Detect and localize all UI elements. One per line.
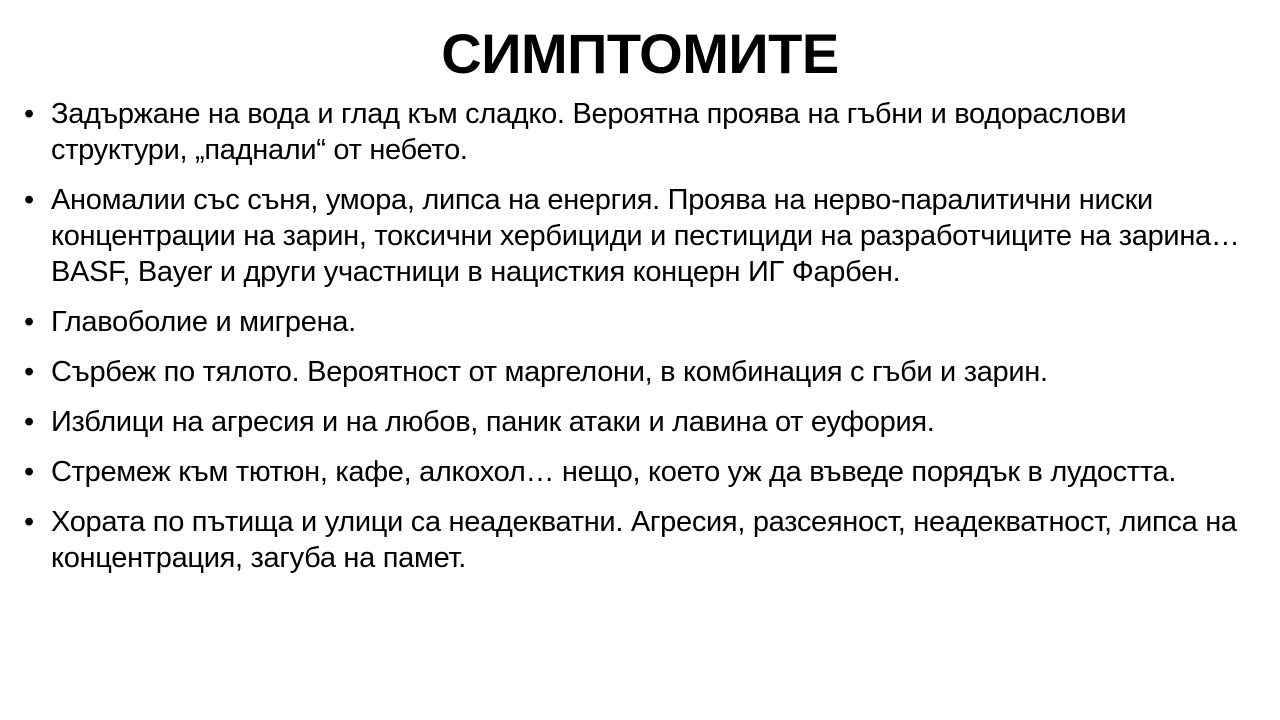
- bullet-item: [22, 404, 1262, 440]
- bullet-item: [22, 354, 1262, 390]
- bullet-item: [22, 304, 1262, 340]
- bullet-icon: •: [24, 356, 34, 388]
- bullet-text: Задържане на вода и глад към сладко. Вероятна проява на гъбни и водораслови структури, „паднали“ от небето.: [51, 98, 1127, 166]
- bullet-icon: •: [24, 306, 34, 338]
- bullet-icon: •: [24, 406, 34, 438]
- bullet-icon: •: [24, 456, 34, 488]
- bullet-icon: •: [24, 506, 34, 538]
- bullet-text: Хората по пътища и улици са неадекватни. Агресия, разсеяност, неадекватност, липса на концентрация, загуба на памет.: [51, 506, 1237, 574]
- bullet-item: [22, 96, 1262, 168]
- bullet-text: Главоболие и мигрена.: [51, 306, 356, 338]
- bullet-text: Аномалии със съня, умора, липса на енергия. Проява на нерво-паралитични ниски концентрации на зарин, токсични хербициди и пестициди на разработчиците на зарина… BASF, Bayer и други участници в нацисткия концерн ИГ Фарбен.: [51, 184, 1240, 288]
- bullet-list: [22, 96, 1262, 590]
- bullet-icon: •: [24, 98, 34, 130]
- bullet-text: Стремеж към тютюн, кафе, алкохол… нещо, което уж да въведе порядък в лудостта.: [51, 456, 1177, 488]
- bullet-text: Изблици на агресия и на любов, паник атаки и лавина от еуфория.: [51, 406, 935, 438]
- bullet-item: [22, 454, 1262, 490]
- slide-title: СИМПТОМИТЕ: [441, 22, 839, 85]
- bullet-icon: •: [24, 184, 34, 216]
- bullet-item: [22, 182, 1262, 290]
- bullet-text: Сърбеж по тялото. Вероятност от маргелони, в комбинация с гъби и зарин.: [51, 356, 1048, 388]
- bullet-item: [22, 504, 1262, 576]
